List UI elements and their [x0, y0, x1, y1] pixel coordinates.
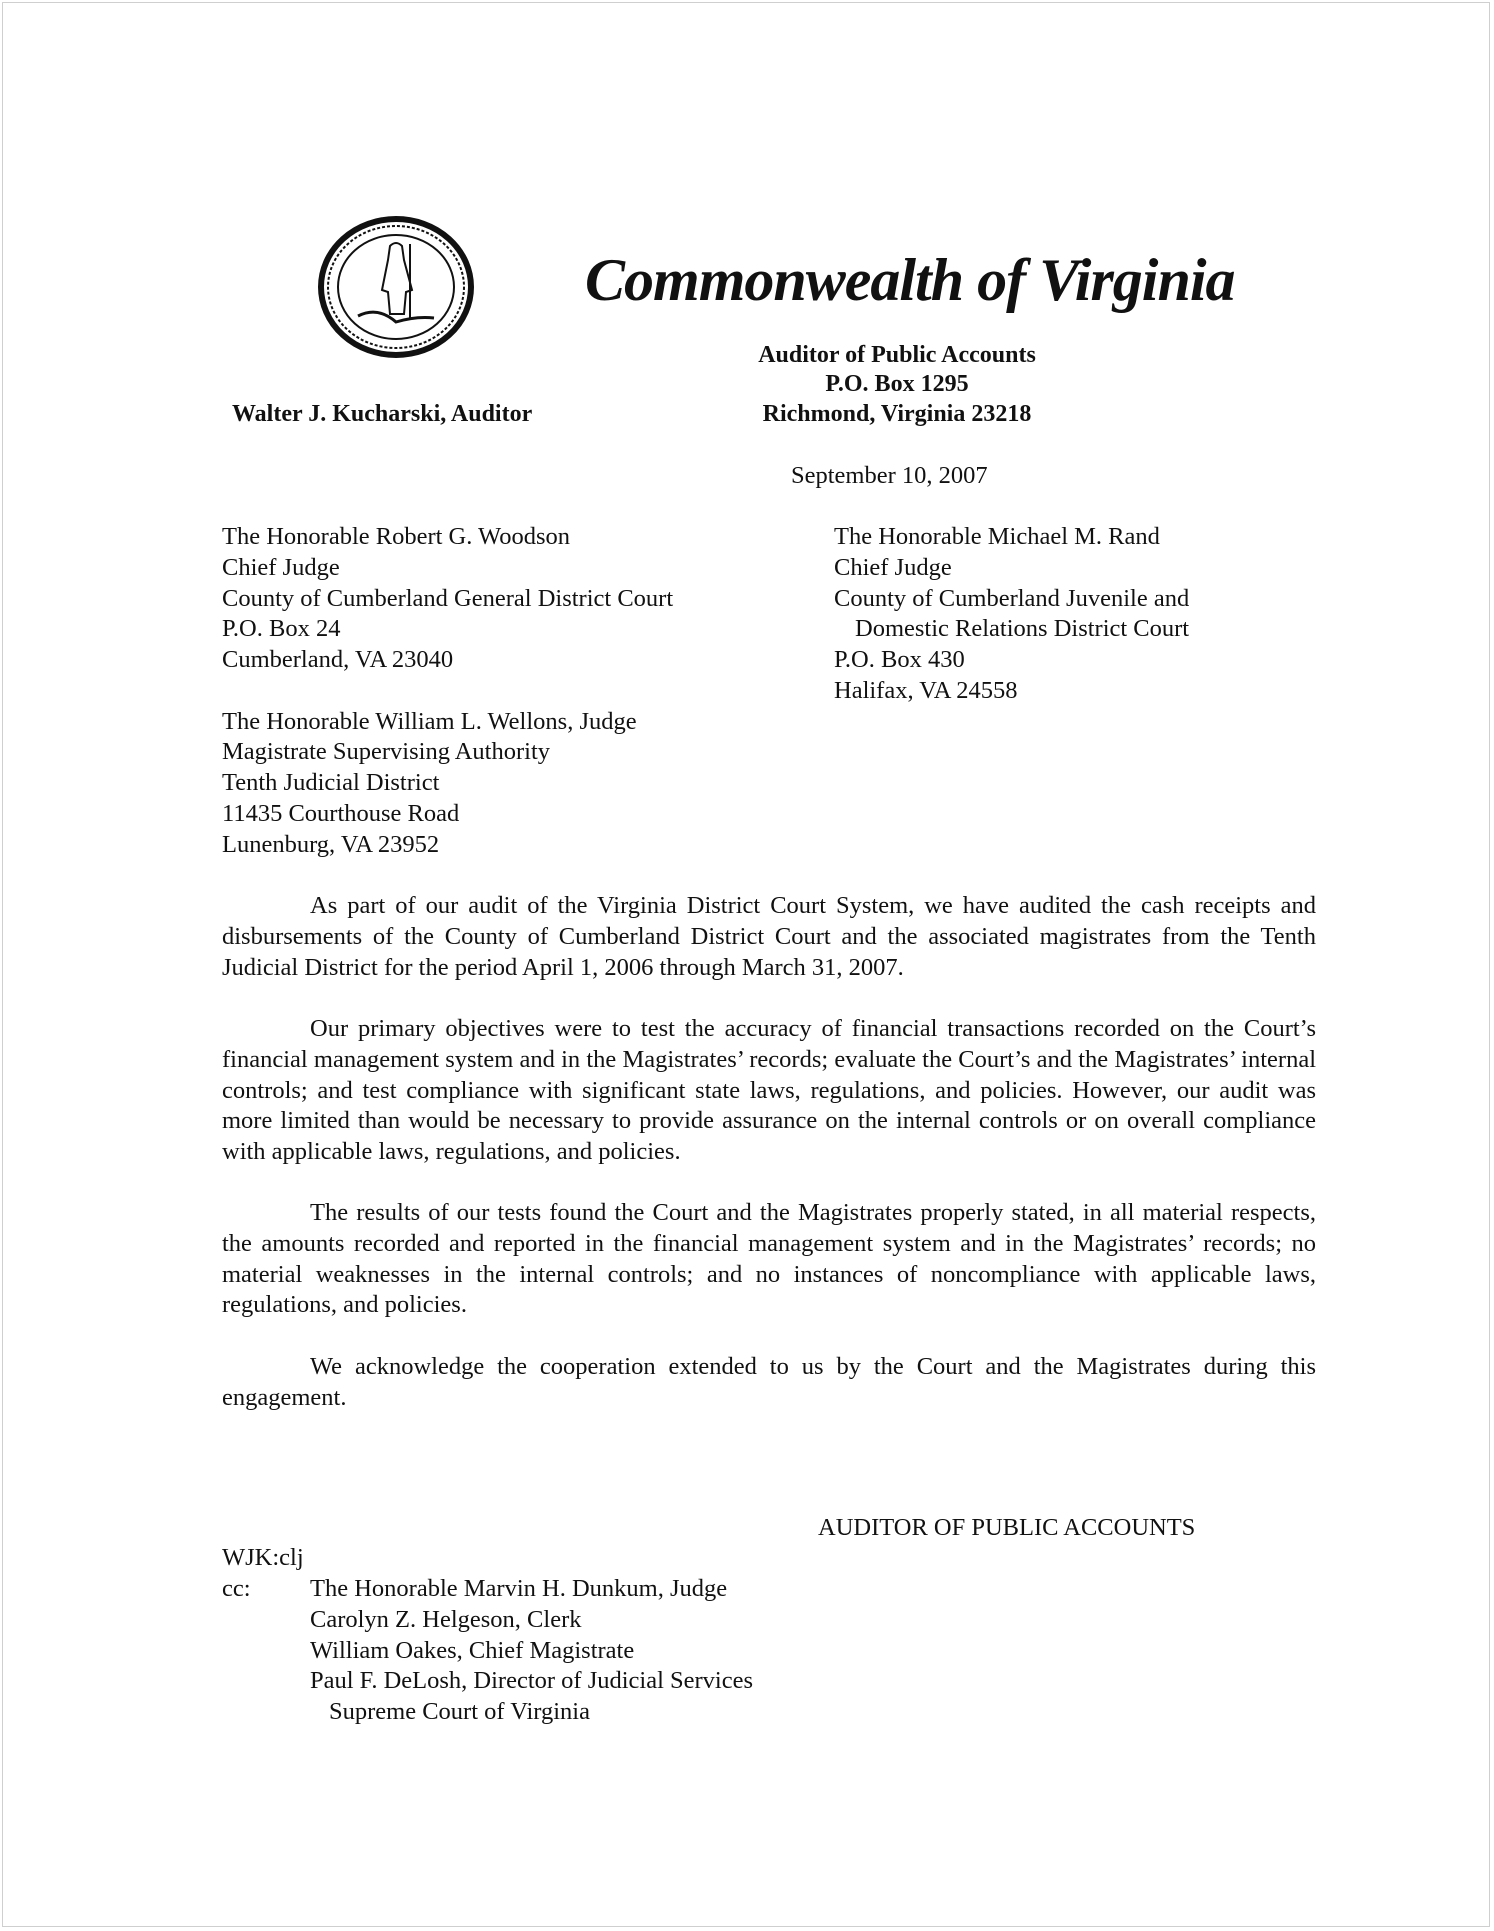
cc-item: The Honorable Marvin H. Dunkum, Judge [310, 1575, 728, 1602]
cc-item: Paul F. DeLosh, Director of Judicial Services [310, 1667, 754, 1694]
address-line: The Honorable Michael M. Rand [834, 523, 1160, 550]
address-line: County of Cumberland Juvenile and [834, 585, 1190, 612]
office-name: Auditor of Public Accounts [758, 342, 1036, 368]
cc-label: cc: [222, 1575, 251, 1602]
address-line: Halifax, VA 24558 [834, 677, 1018, 704]
body-paragraph: Our primary objectives were to test the accuracy of financial transactions recorded on the Court’s financial management system and in the Magistrates’ records; evaluate the Court’s and the Magistrates’ internal controls; and test compliance with significant state laws, regulations, and policies. However, our audit was more limited than would be necessary to provide assurance on the internal controls or on overall compliance with applicable laws, regulations, and policies. [222, 1015, 1316, 1166]
auditor-name: Walter J. Kucharski, Auditor [232, 401, 533, 427]
cc-item: Supreme Court of Virginia [329, 1698, 590, 1725]
address-line: The Honorable Robert G. Woodson [222, 523, 571, 550]
initials: WJK:clj [222, 1544, 304, 1571]
address-line: County of Cumberland General District Court [222, 585, 674, 612]
letterhead-title: Commonwealth of Virginia [585, 247, 1235, 313]
letter-date: September 10, 2007 [791, 462, 988, 489]
address-line: Lunenburg, VA 23952 [222, 831, 440, 858]
cc-item: Carolyn Z. Helgeson, Clerk [310, 1606, 582, 1633]
cc-item: William Oakes, Chief Magistrate [310, 1637, 635, 1664]
address-line: Domestic Relations District Court [855, 615, 1190, 642]
body-paragraph: As part of our audit of the Virginia District Court System, we have audited the cash receipts and disbursements of the County of Cumberland District Court and the associated magistrates from the Tenth Judicial District for the period April 1, 2006 through March 31, 2007. [222, 892, 1316, 981]
address-line: Tenth Judicial District [222, 769, 440, 796]
body-paragraph: The results of our tests found the Court and the Magistrates properly stated, in all material respects, the amounts recorded and reported in the financial management system and in the Magistrates’ records; no material weaknesses in the internal controls; and no instances of noncompliance with applicable laws, regulations, and policies. [222, 1199, 1316, 1319]
address-line: P.O. Box 24 [222, 615, 341, 642]
signature-block: AUDITOR OF PUBLIC ACCOUNTS [818, 1514, 1196, 1541]
address-line: Chief Judge [222, 554, 340, 581]
address-line: Magistrate Supervising Authority [222, 738, 550, 765]
virginia-seal-icon [318, 216, 474, 358]
address-line: Cumberland, VA 23040 [222, 646, 454, 673]
address-line: The Honorable William L. Wellons, Judge [222, 708, 637, 735]
address-line: 11435 Courthouse Road [222, 800, 460, 827]
address-line: P.O. Box 430 [834, 646, 965, 673]
address-line: Chief Judge [834, 554, 952, 581]
office-po-box: P.O. Box 1295 [825, 371, 969, 397]
body-paragraph: We acknowledge the cooperation extended to us by the Court and the Magistrates during this engagement. [222, 1353, 1316, 1411]
office-city: Richmond, Virginia 23218 [762, 401, 1032, 427]
